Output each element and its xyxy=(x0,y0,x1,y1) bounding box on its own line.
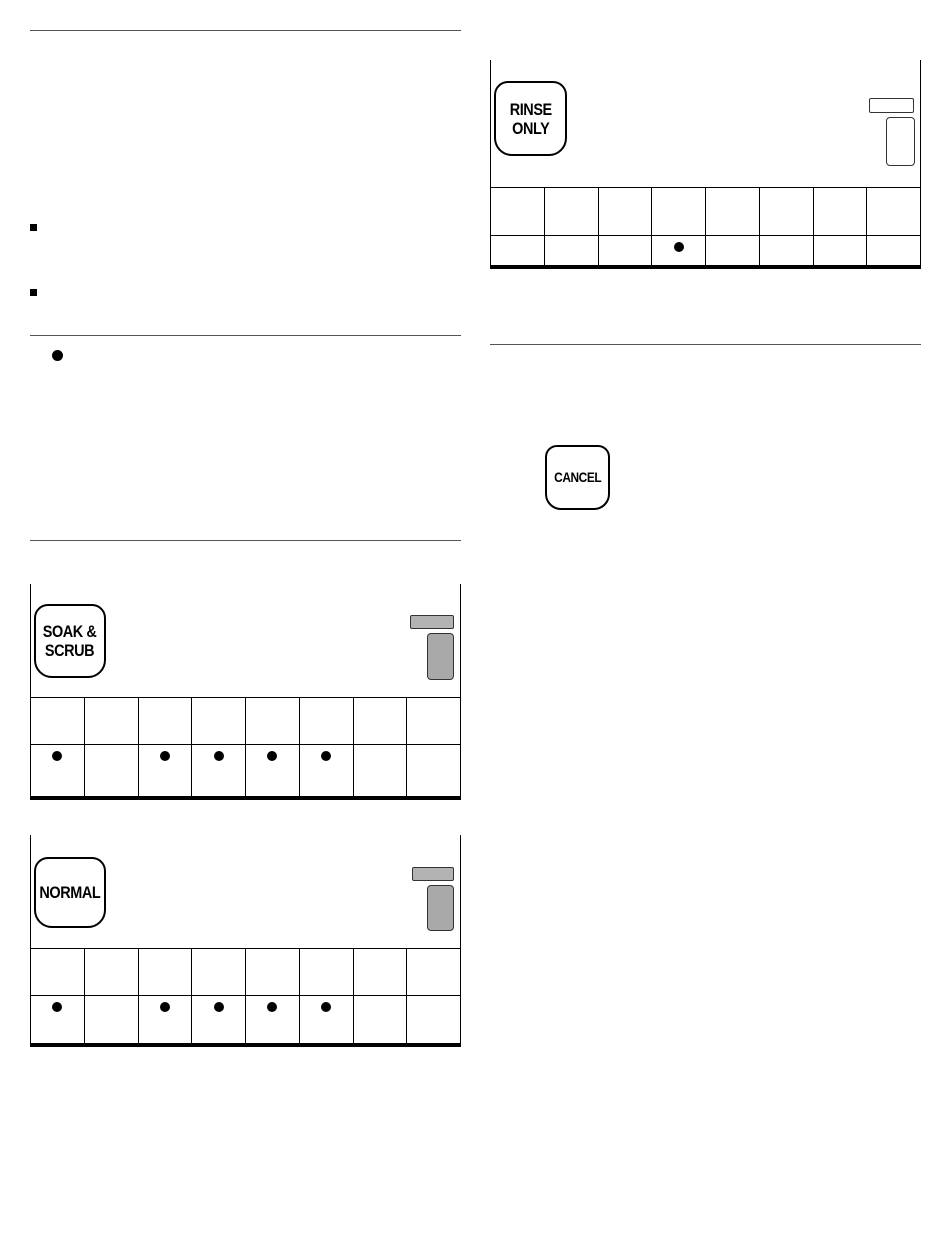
option-column-header xyxy=(139,698,193,744)
option-column-header xyxy=(407,949,460,995)
option-included-dot xyxy=(52,751,62,761)
option-cell xyxy=(31,996,85,1043)
status-light-body xyxy=(886,117,915,166)
option-column-header xyxy=(246,698,300,744)
option-included-dot xyxy=(214,751,224,761)
option-cell xyxy=(31,745,85,796)
option-column-header xyxy=(246,949,300,995)
option-column-header xyxy=(85,949,139,995)
section-rule-left-3 xyxy=(30,540,461,541)
option-column-header xyxy=(354,949,408,995)
option-column-header xyxy=(31,698,85,744)
option-cell xyxy=(599,236,653,265)
option-cell xyxy=(85,996,139,1043)
status-light-body xyxy=(427,885,454,931)
list-bullet xyxy=(30,224,37,231)
option-column-header xyxy=(407,698,460,744)
option-cell xyxy=(192,996,246,1043)
option-included-dot xyxy=(321,1002,331,1012)
option-mark-row xyxy=(491,236,920,265)
option-column-header xyxy=(814,188,868,235)
option-column-header xyxy=(31,949,85,995)
option-included-dot xyxy=(321,751,331,761)
option-cell xyxy=(867,236,920,265)
option-mark-row xyxy=(31,996,460,1043)
option-column-header xyxy=(760,188,814,235)
section-rule-right xyxy=(490,344,921,345)
section-rule-left-2 xyxy=(30,335,461,336)
option-cell xyxy=(491,236,545,265)
option-included-dot xyxy=(214,1002,224,1012)
option-header-row xyxy=(491,188,920,236)
option-cell xyxy=(85,745,139,796)
option-cell xyxy=(139,996,193,1043)
option-column-header xyxy=(706,188,760,235)
rinse-only-label: RINSE ONLY xyxy=(509,99,552,138)
option-cell xyxy=(545,236,599,265)
option-column-header xyxy=(545,188,599,235)
cycle-panel-soak-scrub xyxy=(30,584,461,800)
cancel-label: CANCEL xyxy=(553,469,602,485)
list-bullet xyxy=(30,289,37,296)
option-cell xyxy=(407,745,460,796)
option-column-header xyxy=(300,949,354,995)
option-indicator-dot xyxy=(52,350,63,361)
status-light-top xyxy=(869,98,914,113)
option-column-header xyxy=(491,188,545,235)
option-mark-row xyxy=(31,745,460,796)
option-cell xyxy=(246,996,300,1043)
option-included-dot xyxy=(160,1002,170,1012)
option-cell xyxy=(407,996,460,1043)
option-cell xyxy=(139,745,193,796)
status-light-top xyxy=(410,615,454,629)
option-cell xyxy=(652,236,706,265)
option-included-dot xyxy=(267,1002,277,1012)
section-rule-top-left xyxy=(30,30,461,31)
cancel-button[interactable] xyxy=(545,445,610,510)
option-header-row xyxy=(31,949,460,996)
option-column-header xyxy=(354,698,408,744)
option-cell xyxy=(192,745,246,796)
option-included-dot xyxy=(52,1002,62,1012)
normal-button[interactable] xyxy=(34,857,106,928)
option-cell xyxy=(760,236,814,265)
option-column-header xyxy=(300,698,354,744)
option-cell xyxy=(300,996,354,1043)
option-column-header xyxy=(192,698,246,744)
option-column-header xyxy=(192,949,246,995)
status-light-top xyxy=(412,867,454,881)
option-column-header xyxy=(867,188,920,235)
option-cell xyxy=(354,996,408,1043)
soak-scrub-button[interactable] xyxy=(34,604,106,678)
option-cell xyxy=(706,236,760,265)
cycle-panel-normal xyxy=(30,835,461,1047)
option-column-header xyxy=(652,188,706,235)
option-cell xyxy=(354,745,408,796)
status-light-body xyxy=(427,633,454,680)
option-cell xyxy=(814,236,868,265)
option-included-dot xyxy=(267,751,277,761)
soak-scrub-label: SOAK & SCRUB xyxy=(43,622,97,660)
option-column-header xyxy=(139,949,193,995)
cycle-panel-rinse-only xyxy=(490,60,921,269)
normal-label: NORMAL xyxy=(39,883,101,902)
option-included-dot xyxy=(674,242,684,252)
option-header-row xyxy=(31,698,460,745)
option-cell xyxy=(246,745,300,796)
option-column-header xyxy=(85,698,139,744)
option-column-header xyxy=(599,188,653,235)
option-included-dot xyxy=(160,751,170,761)
option-cell xyxy=(300,745,354,796)
rinse-only-button[interactable] xyxy=(494,81,567,156)
